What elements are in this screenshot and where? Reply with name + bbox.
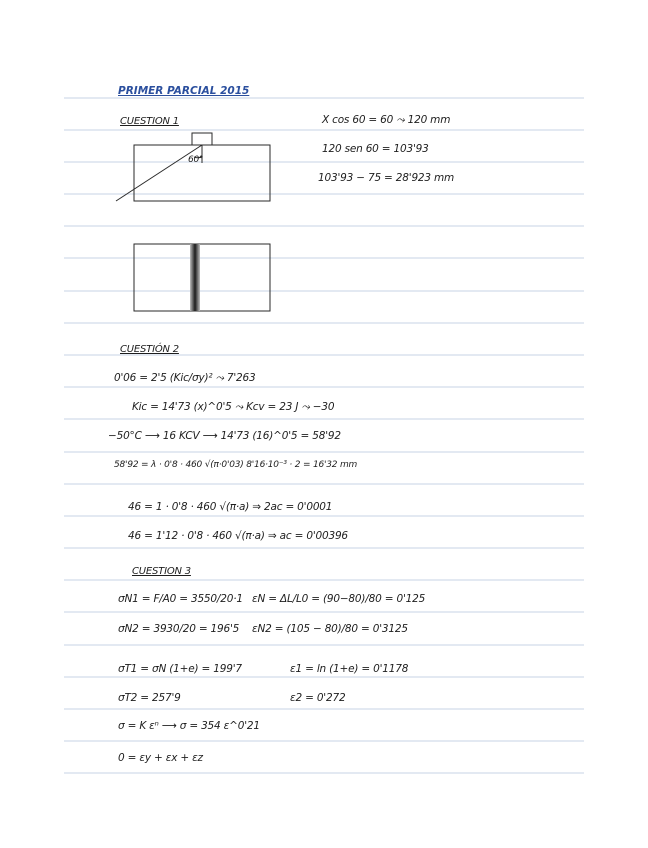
q1-line-1: X cos 60 = 60 ⤳ 120 mm (322, 114, 451, 126)
q3-line-1: σN1 = F/A0 = 3550/20·1 (118, 593, 243, 605)
q2-line-6: 46 = 1'12 · 0'8 · 460 √(π·a) ⇒ ac = 0'00396 (128, 530, 348, 542)
q1-heading: CUESTION 1 (120, 116, 179, 127)
q2-line-5: 46 = 1 · 0'8 · 460 √(π·a) ⇒ 2ac = 0'0001 (128, 501, 333, 513)
q3-line-4: εN2 = (105 − 80)/80 = 0'3125 (252, 623, 408, 635)
q3-heading: CUESTION 3 (132, 566, 191, 577)
q2-line-3: −50°C ⟶ 16 KCV ⟶ 14'73 (16)^0'5 = 58'92 (108, 430, 341, 442)
q3-line-9: σ = K εⁿ ⟶ σ = 354 ε^0'21 (118, 720, 260, 732)
q3-line-5: σT1 = σN (1+e) = 199'7 (118, 663, 242, 675)
q3-line-6: ε1 = ln (1+e) = 0'1178 (290, 663, 409, 675)
q3-line-3: σN2 = 3930/20 = 196'5 (118, 623, 240, 635)
q3-line-7: σT2 = 257'9 (118, 692, 181, 704)
q3-line-8: ε2 = 0'272 (290, 692, 346, 704)
q2-line-1: 0'06 = 2'5 (Kic/σy)² ⤳ 7'263 (114, 372, 256, 384)
q3-line-2: εN = ΔL/L0 = (90−80)/80 = 0'125 (252, 593, 426, 605)
q3-line-10: 0 = εy + εx + εz (118, 752, 203, 764)
q1-line-3: 103'93 − 75 = 28'923 mm (318, 172, 455, 184)
q2-line-2: Kic = 14'73 (x)^0'5 ⤳ Kcv = 23 J ⤳ −30 (132, 401, 335, 413)
q2-heading: CUESTIÓN 2 (120, 344, 179, 355)
q1-line-2: 120 sen 60 = 103'93 (322, 143, 429, 155)
q2-line-4: 58'92 = λ · 0'8 · 460 √(π·0'03) 8'16·10⁻³ · 2 = 16'32 mm (114, 460, 358, 470)
q1-angle-label: 60° (188, 155, 204, 165)
page-title: PRIMER PARCIAL 2015 (118, 85, 250, 97)
